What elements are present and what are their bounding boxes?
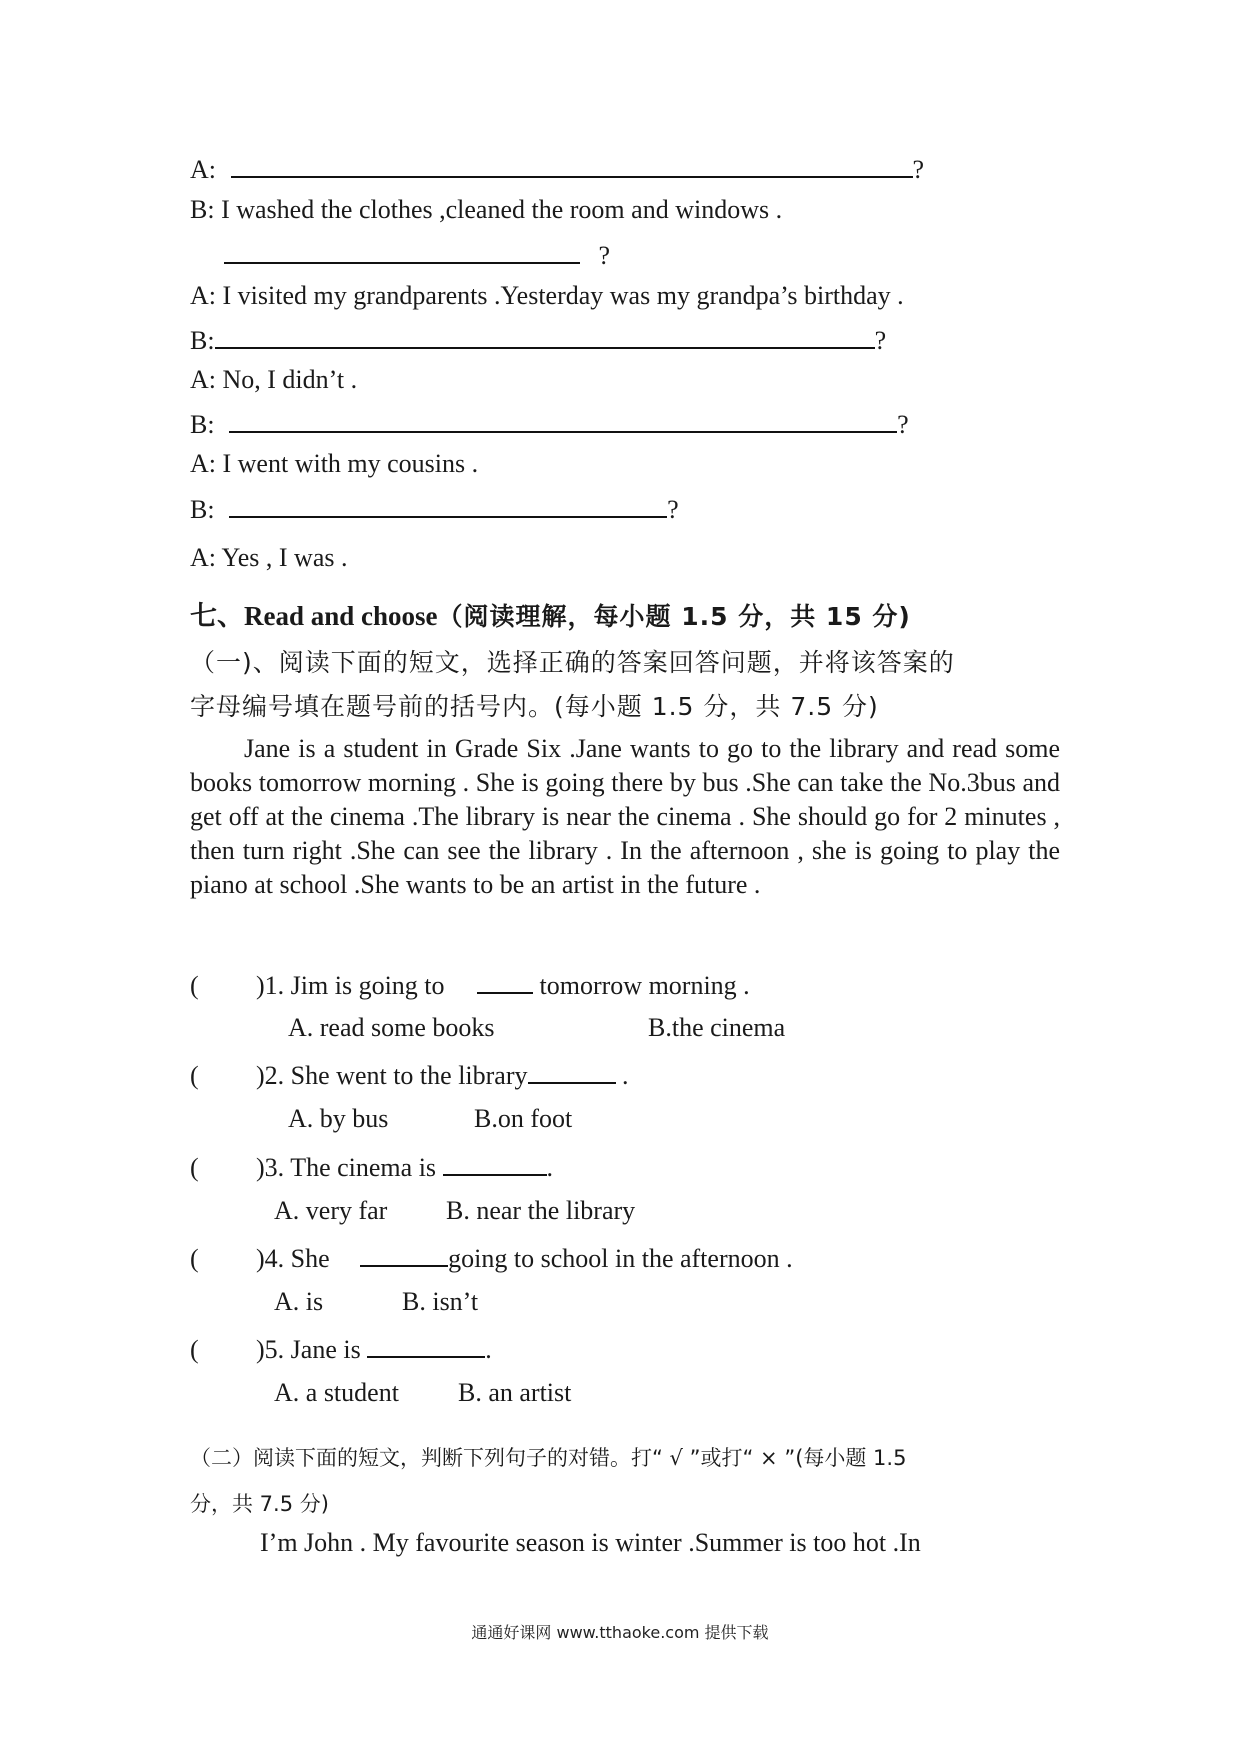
- option-a[interactable]: A. by bus: [288, 1104, 389, 1133]
- dialogue-line-4: A: I visited my grandparents .Yesterday was my grandpa’s birthday .: [190, 281, 904, 310]
- dialogue-line-9: B: ?: [190, 490, 679, 527]
- question-3: ( )3. The cinema is .: [190, 1148, 553, 1185]
- option-a[interactable]: A. read some books: [288, 1013, 495, 1042]
- option-a[interactable]: A. a student: [274, 1378, 399, 1407]
- dialogue-line-6: A: No, I didn’t .: [190, 365, 358, 394]
- dialogue-line-10: A: Yes , I was .: [190, 543, 348, 572]
- part2-passage: I’m John . My favourite season is winter .Summer is too hot .In: [260, 1528, 921, 1557]
- answer-blank[interactable]: [224, 236, 580, 264]
- option-a[interactable]: A. very far: [274, 1196, 388, 1225]
- question-5: ( )5. Jane is .: [190, 1330, 492, 1367]
- option-b[interactable]: B. an artist: [458, 1378, 572, 1407]
- dialogue-line-1: A: ?: [190, 150, 924, 187]
- dialogue-line-8: A: I went with my cousins .: [190, 449, 479, 478]
- answer-blank[interactable]: [229, 490, 667, 518]
- part1-instruction-line1: （一)、阅读下面的短文，选择正确的答案回答问题，并将该答案的: [190, 648, 955, 677]
- footer-watermark: 通通好课网 www.tthaoke.com 提供下载: [471, 1623, 769, 1642]
- option-b[interactable]: B.on foot: [474, 1104, 573, 1133]
- answer-blank[interactable]: [528, 1056, 616, 1084]
- answer-blank[interactable]: [443, 1148, 547, 1176]
- part1-instruction-line2: 字母编号填在题号前的括号内。(每小题 1.5 分，共 7.5 分): [190, 692, 879, 721]
- part2-instruction-line1: （二）阅读下面的短文，判断下列句子的对错。打“ √ ”或打“ × ”(每小题 1.5: [190, 1446, 907, 1470]
- dialogue-line-5: B: ?: [190, 321, 886, 358]
- answer-blank[interactable]: [360, 1239, 448, 1267]
- answer-blank[interactable]: [231, 150, 913, 178]
- question-2: ( )2. She went to the library .: [190, 1056, 629, 1093]
- option-b[interactable]: B.the cinema: [648, 1013, 786, 1042]
- answer-blank[interactable]: [367, 1330, 485, 1358]
- option-a[interactable]: A. is: [274, 1287, 324, 1316]
- section-heading: 七、Read and choose（阅读理解，每小题 1.5 分，共 15 分): [190, 601, 911, 631]
- answer-blank[interactable]: [477, 966, 533, 994]
- option-b[interactable]: B. near the library: [446, 1196, 636, 1225]
- question-1: ( )1. Jim is going to tomorrow morning .: [190, 966, 750, 1003]
- option-b[interactable]: B. isn’t: [402, 1287, 479, 1316]
- part2-instruction-line2: 分，共 7.5 分): [190, 1492, 329, 1516]
- dialogue-line-3: ?: [190, 236, 610, 273]
- dialogue-line-7: B: ?: [190, 405, 909, 442]
- dialogue-line-2: B: I washed the clothes ,cleaned the room and windows .: [190, 195, 783, 224]
- answer-blank[interactable]: [215, 321, 875, 349]
- answer-blank[interactable]: [229, 405, 897, 433]
- question-4: ( )4. She going to school in the afternoon .: [190, 1239, 793, 1276]
- reading-passage: Jane is a student in Grade Six .Jane wants to go to the library and read some books tomorrow morning . She is going there by bus .She can take the No.3bus and get off at the cinema .The library is near the cinema . She should go for 2 minutes , then turn right .She can see the library . In the afternoon , she is going to play the piano at school .She wants to be an artist in the future .: [190, 734, 1060, 899]
